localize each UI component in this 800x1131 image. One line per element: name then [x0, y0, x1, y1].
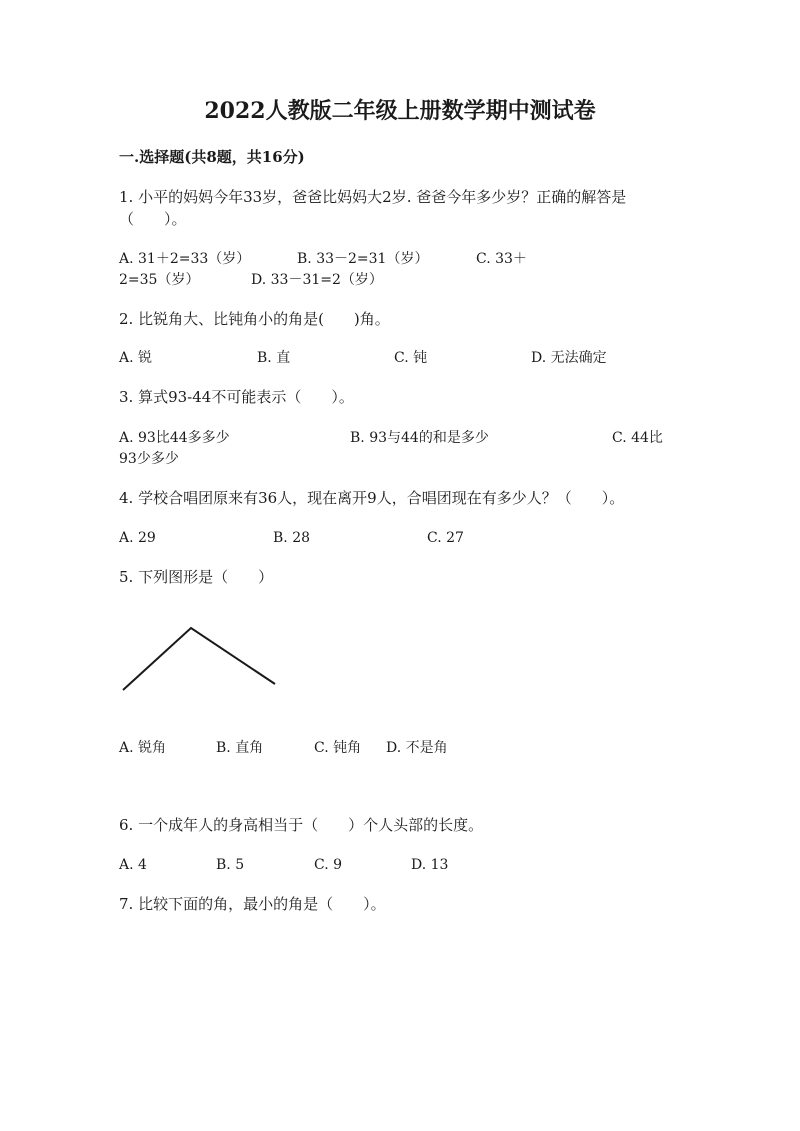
question-5-option-a: A. 锐角	[119, 740, 167, 756]
question-4-option-b: B. 28	[273, 530, 311, 546]
question-1-option-d: D. 33－31=2（岁）	[251, 272, 383, 288]
question-5-option-b: B. 直角	[216, 740, 264, 756]
question-3-stem: 3. 算式93-44不可能表示（ ）。	[119, 388, 354, 406]
question-3-option-a: A. 93比44多多少	[119, 430, 230, 446]
question-4-stem: 4. 学校合唱团原来有36人，现在离开9人，合唱团现在有多少人？（ ）。	[119, 489, 625, 507]
question-2-option-b: B. 直	[257, 350, 291, 366]
question-5-option-d: D. 不是角	[386, 740, 448, 756]
question-3-option-c: C. 44比	[612, 430, 663, 446]
question-5-stem: 5. 下列图形是（ ）	[119, 568, 274, 586]
question-1-option-b: B. 33－2=31（岁）	[297, 251, 429, 267]
question-3-option-b: B. 93与44的和是多少	[350, 430, 489, 446]
question-4-option-c: C. 27	[427, 530, 464, 546]
question-6-option-a: A. 4	[119, 857, 147, 873]
section-heading: 一.选择题(共8题，共16分)	[119, 148, 305, 166]
angle-figure-lines	[123, 628, 275, 690]
question-2-option-c: C. 钝	[394, 350, 428, 366]
question-1-option-c: C. 33＋	[476, 251, 527, 267]
page-title: 2022人教版二年级上册数学期中测试卷	[204, 98, 596, 124]
question-1-stem-line-2: （ ）。	[119, 210, 187, 228]
question-2-stem: 2. 比锐角大、比钝角小的角是( )角。	[119, 310, 390, 328]
question-1-option-a: A. 31＋2=33（岁）	[119, 251, 251, 267]
question-7-stem: 7. 比较下面的角，最小的角是（ ）。	[119, 895, 386, 913]
question-6-option-c: C. 9	[314, 857, 343, 873]
question-1-option-c-continued: 2=35（岁）	[119, 272, 200, 288]
question-6-option-d: D. 13	[411, 857, 449, 873]
question-2-option-a: A. 锐	[119, 350, 153, 366]
angle-figure-icon	[115, 622, 285, 702]
question-6-option-b: B. 5	[216, 857, 245, 873]
question-5-option-c: C. 钝角	[314, 740, 362, 756]
question-1-stem-line-1: 1. 小平的妈妈今年33岁，爸爸比妈妈大2岁. 爸爸今年多少岁？正确的解答是	[119, 188, 627, 206]
question-2-option-d: D. 无法确定	[531, 350, 607, 366]
question-4-option-a: A. 29	[119, 530, 156, 546]
question-3-option-c-continued: 93少多少	[119, 451, 179, 467]
question-6-stem: 6. 一个成年人的身高相当于（ ）个人头部的长度。	[119, 816, 484, 834]
